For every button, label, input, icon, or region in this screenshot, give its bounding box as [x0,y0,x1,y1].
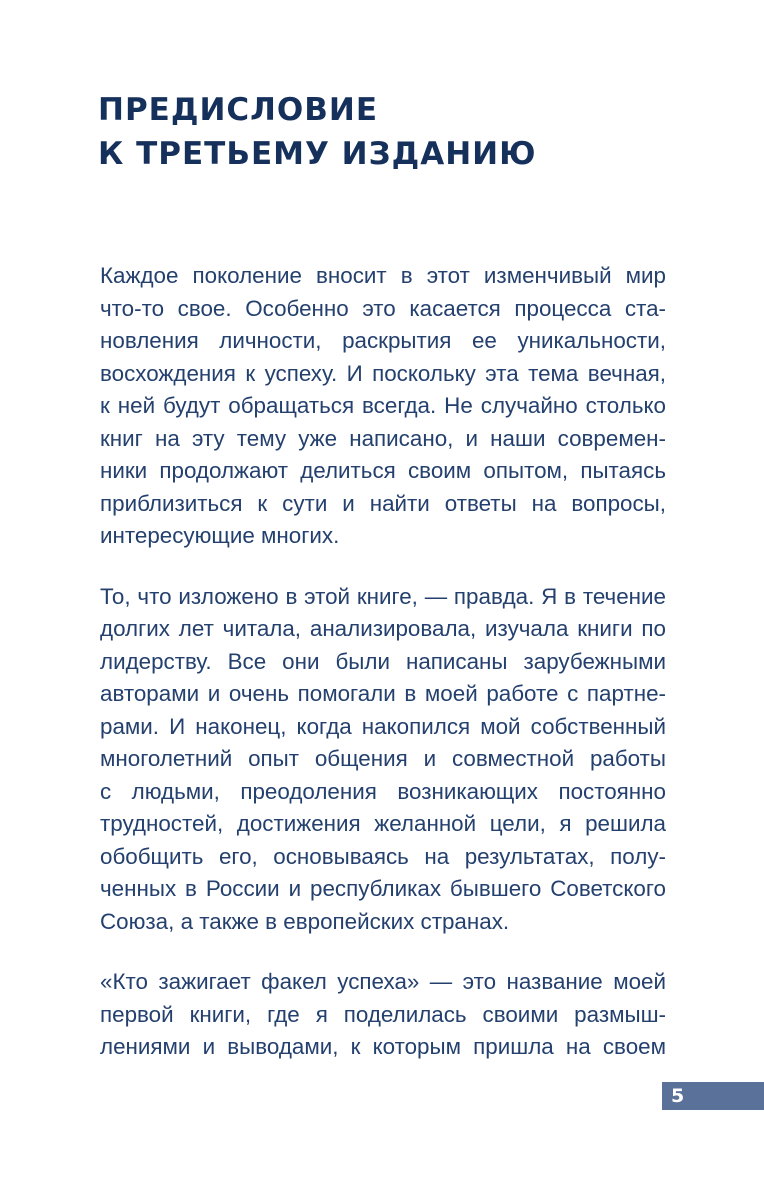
text-line: долгих лет читала, анализировала, изучала книги по [100,616,666,641]
page-number: 5 [671,1085,685,1107]
text-line: Каждое поколение вносит в этот изменчивый мир [100,263,666,288]
text-line: первой книги, где я поделилась своими размыш- [100,1001,666,1027]
text-line: рами. И наконец, когда накопился мой собственный [100,713,666,739]
text-line: «Кто зажигает факел успеха» — это название моей [100,969,666,994]
text-line: к ней будут обращаться всегда. Не случайно столько [100,393,666,418]
text-line: авторами и очень помогали в моей работе с партне- [100,681,666,706]
text-line: книг на эту тему уже написано, и наши современ- [100,425,666,451]
text-line: новления личности, раскрытия ее уникальности, [100,328,666,353]
text-line: ники продолжают делиться своим опытом, пытаясь [100,458,666,483]
chapter-heading [98,88,537,176]
page-number-bar [662,1082,764,1110]
text-line: с людьми, преодоления возникающих постоянно [100,778,666,804]
text-line: обобщить его, основываясь на результатах, полу- [100,843,666,869]
text-line: ченных в России и республиках бывшего Советского [100,876,666,901]
text-line: лениями и выводами, к которым пришла на своем [100,1034,666,1059]
text-line: Союза, а также в европейских странах. [100,908,510,934]
paragraph-2 [100,581,666,939]
text-line: приблизиться к сути и найти ответы на вопросы, [100,490,666,516]
paragraph-1 [100,260,666,553]
chapter-heading-line-2: К ТРЕТЬЕМУ ИЗДАНИЮ [98,136,537,172]
paragraph-3 [100,966,666,1064]
text-line: что-то свое. Особенно это касается процесса ста- [100,295,666,321]
text-line: лидерству. Все они были написаны зарубежными [100,648,666,674]
text-line: То, что изложено в этой книге, — правда. Я в течение [100,583,666,609]
text-line: трудностей, достижения желанной цели, я решила [100,811,666,836]
body-text [100,260,666,1092]
text-line: интересующие многих. [100,523,340,548]
text-line: многолетний опыт общения и совместной работы [100,746,666,771]
chapter-heading-line-1: ПРЕДИСЛОВИЕ [98,92,378,128]
text-line: восхождения к успеху. И поскольку эта тема вечная, [100,360,666,386]
